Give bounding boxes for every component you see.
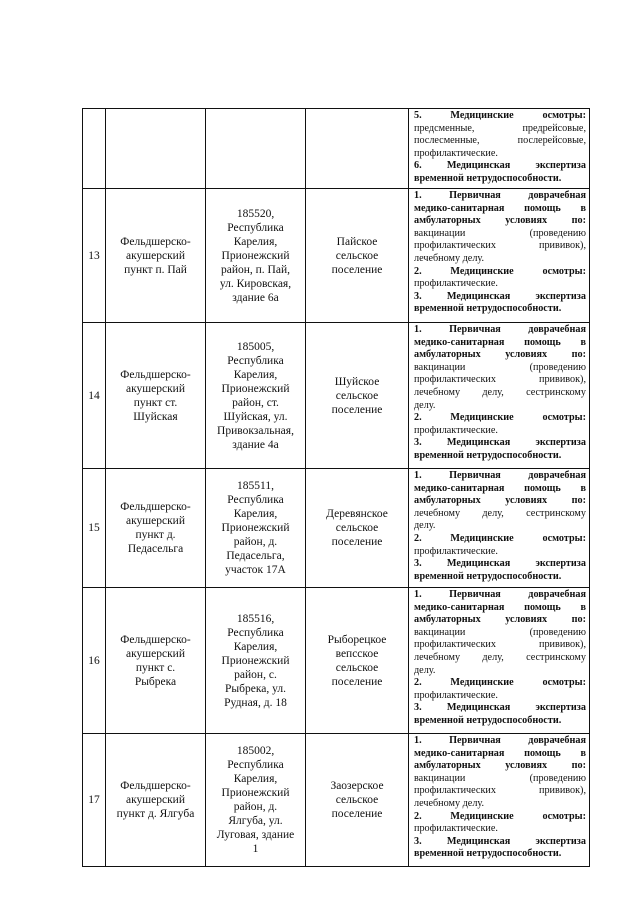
settlement-line: сельское [335, 661, 379, 674]
facility-table [82, 108, 590, 867]
service-word: осмотры: [542, 110, 586, 121]
service-line: делу. [414, 399, 436, 411]
service-word: вакцинации [414, 227, 466, 239]
services-list [409, 469, 590, 588]
service-word: прививок), [539, 785, 586, 797]
settlement-line: Рыборецкое [327, 633, 387, 646]
service-word: по: [571, 349, 586, 361]
service-word: послерейсовые, [517, 135, 586, 147]
service-word: сестринскому [526, 386, 586, 398]
service-word: осмотры: [542, 412, 586, 424]
settlement-line: сельское [335, 522, 379, 534]
service-line [414, 190, 586, 203]
address-line: 185516, [236, 612, 275, 625]
service-word: экспертиза [535, 702, 586, 714]
service-line [414, 614, 586, 627]
service-line [414, 374, 586, 387]
service-word: в [580, 202, 586, 214]
address-line: район, с. [234, 668, 277, 681]
service-word: 1. [414, 324, 422, 335]
services-list [409, 189, 590, 323]
service-line: временной нетрудоспособности. [414, 570, 562, 582]
service-line [414, 627, 586, 640]
service-word: условиях [505, 760, 548, 772]
address-line: здание 6а [232, 291, 279, 304]
service-line: временной нетрудоспособности. [414, 303, 562, 315]
facility-name-line: Педасельга [127, 543, 184, 555]
service-word: Медицинские [450, 265, 514, 277]
service-line: временной нетрудоспособности. [414, 714, 562, 726]
address-line: Республика [227, 354, 284, 367]
settlement-line: поселение [331, 675, 383, 688]
service-word: условиях [505, 215, 548, 227]
address-line: Республика [227, 221, 284, 234]
services-list [409, 323, 590, 469]
service-line [414, 702, 586, 715]
service-word: 1. [414, 470, 422, 481]
service-line [414, 602, 586, 615]
service-word: доврачебная [528, 589, 586, 600]
settlement-name [306, 734, 409, 867]
service-line [414, 362, 586, 375]
settlement-line: поселение [331, 403, 383, 416]
settlement-line: сельское [335, 389, 379, 402]
service-word: помощь [524, 336, 561, 348]
row-number-text: 13 [88, 249, 100, 262]
address-line: Прионежский [221, 382, 290, 395]
service-word: экспертиза [535, 437, 586, 449]
facility-name-line: Фельдшерско- [120, 368, 191, 381]
service-line [414, 266, 586, 279]
service-word: вакцинации [414, 626, 466, 638]
service-word: 3. [414, 290, 422, 302]
service-word: в [580, 336, 586, 348]
service-word: 2. [414, 677, 422, 689]
service-word: Первичная [449, 589, 501, 600]
settlement-line: Заозерское [330, 780, 384, 792]
service-word: лечебному [414, 651, 461, 663]
service-word: по: [571, 215, 586, 227]
address-line: Республика [227, 759, 284, 771]
address-line: Педасельга, [226, 550, 285, 562]
service-word: 2. [414, 532, 422, 544]
service-word: медико-санитарная [414, 336, 505, 348]
address-line: Карелия, [233, 773, 278, 785]
address-line: Шуйская, ул. [223, 410, 288, 423]
service-word: вакцинации [414, 361, 466, 373]
settlement-line: Деревянское [326, 508, 388, 520]
table-row [83, 734, 590, 867]
service-line [414, 349, 586, 362]
service-word: профилактических [414, 374, 496, 386]
service-line [414, 110, 586, 123]
service-line [414, 748, 586, 761]
settlement-line: поселение [331, 536, 383, 548]
service-word: амбулаторных [414, 614, 481, 626]
service-line [414, 639, 586, 652]
service-word: лечебному [414, 507, 461, 519]
service-line: временной нетрудоспособности. [414, 848, 562, 860]
service-word: амбулаторных [414, 495, 481, 507]
address-line: Карелия, [233, 508, 278, 520]
service-word: медико-санитарная [414, 747, 505, 759]
service-word: амбулаторных [414, 215, 481, 227]
facility-name [106, 109, 206, 189]
service-word: осмотры: [542, 810, 586, 822]
service-word: делу, [482, 386, 504, 398]
service-word: прививок), [539, 374, 586, 386]
service-word: Медицинская [446, 437, 511, 449]
row-number [83, 588, 106, 734]
service-word: Первичная [449, 735, 501, 746]
service-line: делу. [414, 520, 436, 532]
facility-name-line: пункт д. Ялгуба [116, 808, 195, 820]
service-word: помощь [524, 747, 561, 759]
service-word: 3. [414, 835, 422, 847]
address-line: 185005, [236, 340, 275, 353]
service-word: доврачебная [528, 470, 586, 481]
service-line [414, 533, 586, 546]
service-word: Медицинская [446, 290, 511, 302]
row-number [83, 189, 106, 323]
facility-name-line: пункт п. Пай [124, 263, 187, 276]
service-word: профилактических [414, 240, 496, 252]
address-line: Прионежский [221, 787, 290, 799]
service-word: Медицинская [446, 835, 511, 847]
service-line: профилактические. [414, 545, 498, 557]
row-number-text: 15 [88, 522, 100, 534]
settlement-line: вепсское [335, 647, 379, 660]
service-line: профилактические. [414, 424, 498, 436]
service-line [414, 558, 586, 571]
service-word: предрейсовые, [522, 122, 586, 134]
service-word: профилактических [414, 639, 496, 651]
facility-name-line: акушерский [126, 249, 185, 262]
service-line [414, 387, 586, 400]
address-line: Рыбрека, ул. [225, 682, 286, 695]
service-line [414, 773, 586, 786]
table-row [83, 469, 590, 588]
service-word: Медицинские [450, 412, 514, 424]
service-word: профилактических [414, 785, 496, 797]
address-line: Прионежский [221, 249, 290, 262]
row-number-text: 14 [88, 389, 100, 402]
service-word: в [580, 482, 586, 494]
service-line [414, 337, 586, 350]
facility-address [206, 189, 306, 323]
address-line: ул. Кировская, [219, 277, 292, 290]
service-word: по: [571, 614, 586, 626]
facility-name-line: Фельдшерско- [120, 633, 191, 646]
service-word: предсменные, [414, 122, 475, 134]
service-line: профилактические. [414, 823, 498, 835]
service-line [414, 508, 586, 521]
service-word: условиях [505, 349, 548, 361]
service-word: по: [571, 760, 586, 772]
service-line [414, 291, 586, 304]
service-word: послесменные, [414, 135, 480, 147]
facility-name-line: Рыбрека [134, 675, 177, 688]
service-line [414, 589, 586, 602]
address-line: район, д. [233, 536, 278, 548]
address-line: 185002, [236, 745, 275, 757]
settlement-line: поселение [331, 263, 383, 276]
service-word: условиях [505, 614, 548, 626]
service-word: помощь [524, 482, 561, 494]
service-line [414, 735, 586, 748]
row-number [83, 323, 106, 469]
service-word: доврачебная [528, 190, 586, 201]
service-word: сестринскому [526, 651, 586, 663]
settlement-name [306, 323, 409, 469]
address-line: Ялгуба, ул. [228, 815, 283, 827]
service-word: Первичная [449, 470, 501, 481]
service-word: Первичная [449, 190, 501, 201]
facility-name-line: акушерский [126, 382, 185, 395]
service-word: делу, [482, 651, 504, 663]
service-word: 2. [414, 265, 422, 277]
facility-name-line: Фельдшерско- [120, 501, 191, 513]
service-line: делу. [414, 664, 436, 676]
service-word: осмотры: [542, 677, 586, 689]
service-line [414, 836, 586, 849]
service-word: 3. [414, 558, 422, 570]
service-word: 6. [414, 160, 422, 172]
facility-name-line: Шуйская [133, 410, 178, 423]
service-word: 3. [414, 702, 422, 714]
facility-table-body [83, 109, 590, 867]
facility-address [206, 109, 306, 189]
service-word: доврачебная [528, 324, 586, 335]
address-line: Прионежский [221, 522, 290, 534]
facility-address [206, 588, 306, 734]
table-row [83, 109, 590, 189]
service-word: Медицинские [450, 532, 514, 544]
row-number [83, 734, 106, 867]
service-line [414, 324, 586, 337]
service-line [414, 495, 586, 508]
address-line: Прионежский [221, 654, 290, 667]
address-line: район, ст. [232, 396, 279, 409]
facility-address [206, 734, 306, 867]
facility-name-line: акушерский [126, 794, 185, 806]
service-line [414, 135, 586, 148]
facility-name-line: акушерский [126, 515, 185, 527]
service-word: Медицинская [446, 702, 511, 714]
address-line: Луговая, здание [216, 829, 295, 841]
service-line: временной нетрудоспособности. [414, 449, 562, 461]
service-word: экспертиза [535, 160, 586, 172]
service-word: медико-санитарная [414, 482, 505, 494]
service-word: 5. [414, 110, 422, 121]
service-line [414, 203, 586, 216]
service-word: делу, [482, 507, 504, 519]
settlement-name [306, 109, 409, 189]
service-word: прививок), [539, 240, 586, 252]
service-word: экспертиза [535, 290, 586, 302]
row-number [83, 469, 106, 588]
service-line: профилактические. [414, 278, 498, 290]
address-line: Карелия, [233, 235, 278, 248]
service-line: профилактические. [414, 689, 498, 701]
service-line [414, 785, 586, 798]
services-list [409, 734, 590, 867]
service-word: осмотры: [542, 532, 586, 544]
settlement-line: сельское [335, 249, 379, 262]
service-word: 3. [414, 437, 422, 449]
service-word: (проведению [529, 361, 586, 373]
service-word: Медицинские [450, 110, 514, 121]
address-line: Рудная, д. 18 [224, 696, 287, 709]
service-word: 2. [414, 810, 422, 822]
facility-name-line: пункт с. [135, 661, 176, 674]
service-line: профилактические. [414, 147, 498, 159]
settlement-line: Пайское [336, 235, 378, 248]
service-word: (проведению [529, 626, 586, 638]
facility-name-line: пункт ст. [133, 396, 178, 409]
address-line: 185511, [237, 480, 274, 492]
service-word: Медицинская [446, 160, 511, 172]
facility-name [106, 469, 206, 588]
address-line: район, д. [233, 801, 278, 813]
facility-name-line: акушерский [126, 647, 185, 660]
service-word: осмотры: [542, 265, 586, 277]
facility-name-line: Фельдшерско- [120, 780, 191, 792]
service-word: экспертиза [535, 835, 586, 847]
address-line: Привокзальная, [217, 424, 294, 437]
address-line: 185520, [236, 207, 275, 220]
address-line: участок 17А [225, 564, 286, 576]
service-line [414, 160, 586, 173]
service-line [414, 652, 586, 665]
service-word: медико-санитарная [414, 202, 505, 214]
service-line [414, 240, 586, 253]
service-line [414, 483, 586, 496]
facility-name-line: пункт д. [135, 529, 176, 541]
service-word: амбулаторных [414, 349, 481, 361]
service-line [414, 228, 586, 241]
service-line: лечебному делу. [414, 252, 485, 264]
service-line [414, 437, 586, 450]
address-line: 1 [252, 843, 259, 855]
service-word: помощь [524, 202, 561, 214]
service-word: по: [571, 495, 586, 507]
service-line [414, 412, 586, 425]
address-line: Карелия, [233, 640, 278, 653]
service-word: 1. [414, 735, 422, 746]
service-line [414, 677, 586, 690]
service-word: в [580, 601, 586, 613]
service-line [414, 811, 586, 824]
row-number-text: 16 [88, 654, 100, 667]
service-word: амбулаторных [414, 760, 481, 772]
service-word: 1. [414, 589, 422, 600]
service-word: помощь [524, 601, 561, 613]
address-line: район, п. Пай, [220, 263, 290, 276]
service-line: временной нетрудоспособности. [414, 172, 562, 184]
services-list [409, 588, 590, 734]
service-line [414, 215, 586, 228]
service-word: (проведению [529, 227, 586, 239]
service-word: Медицинские [450, 810, 514, 822]
service-word: лечебному [414, 386, 461, 398]
address-line: Карелия, [233, 368, 278, 381]
table-row [83, 323, 590, 469]
facility-name [106, 323, 206, 469]
address-line: Республика [227, 494, 284, 506]
service-word: доврачебная [528, 735, 586, 746]
address-line: здание 4а [232, 438, 279, 451]
service-line [414, 760, 586, 773]
service-word: прививок), [539, 639, 586, 651]
settlement-line: сельское [335, 794, 379, 806]
address-line: Республика [227, 626, 284, 639]
table-row [83, 588, 590, 734]
service-word: сестринскому [526, 507, 586, 519]
service-word: Первичная [449, 324, 501, 335]
row-number [83, 109, 106, 189]
settlement-name [306, 469, 409, 588]
row-number-text: 17 [88, 794, 100, 806]
service-word: 2. [414, 412, 422, 424]
service-word: медико-санитарная [414, 601, 505, 613]
service-word: Медицинская [446, 558, 511, 570]
facility-name-line: Фельдшерско- [120, 235, 191, 248]
service-word: вакцинации [414, 772, 466, 784]
facility-name [106, 189, 206, 323]
service-line: лечебному делу. [414, 797, 485, 809]
services-list [409, 109, 590, 189]
service-line [414, 123, 586, 136]
service-word: экспертиза [535, 558, 586, 570]
service-word: 1. [414, 190, 422, 201]
settlement-name [306, 588, 409, 734]
service-line [414, 470, 586, 483]
service-word: в [580, 747, 586, 759]
service-word: (проведению [529, 772, 586, 784]
service-word: Медицинские [450, 677, 514, 689]
table-row [83, 189, 590, 323]
settlement-name [306, 189, 409, 323]
facility-address [206, 323, 306, 469]
facility-name [106, 734, 206, 867]
facility-address [206, 469, 306, 588]
settlement-line: поселение [331, 808, 383, 820]
settlement-line: Шуйское [334, 375, 380, 388]
facility-name [106, 588, 206, 734]
service-word: условиях [505, 495, 548, 507]
